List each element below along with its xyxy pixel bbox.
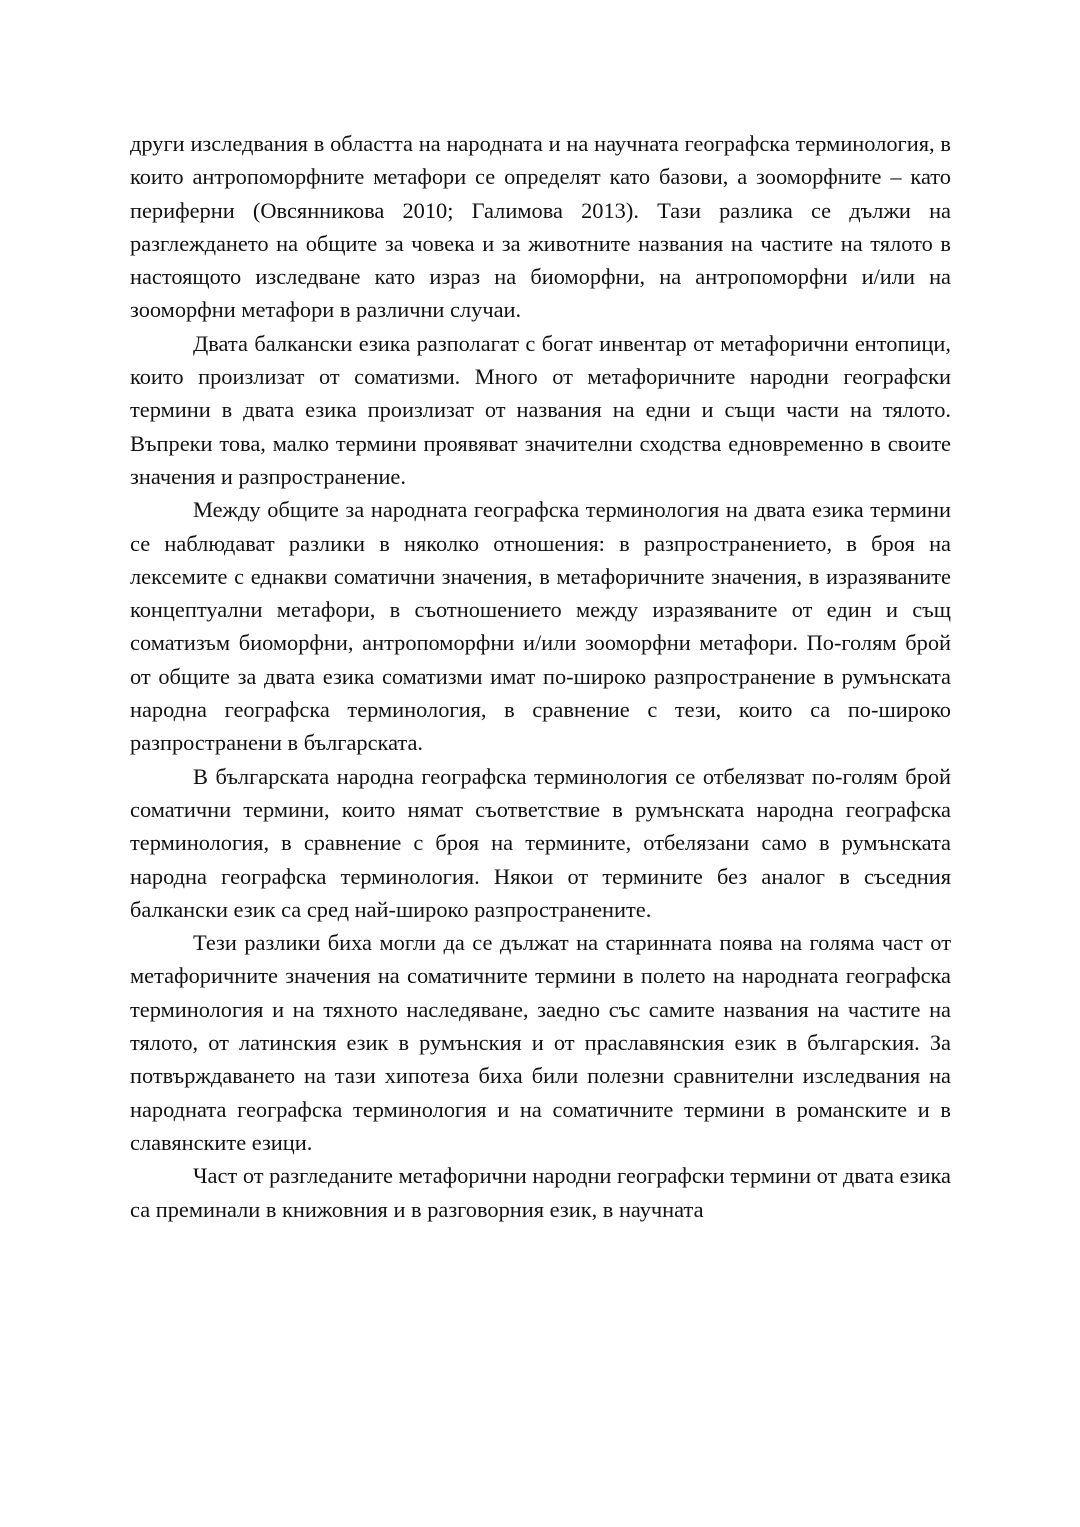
paragraph: Между общите за народната географска терминология на двата езика термини се наблюдават разлики в няколко отношения: в разпространението, в броя на лексемите с еднакви соматични значения, в метафоричните значения, в изразяваните концептуални метафори, в съотношението между изразяваните от един и същ соматизъм биоморфни, антропоморфни и/или зооморфни метафори. По-голям брой от общите за двата езика соматизми имат по-широко разпространение в румънската народна географска терминология, в сравнение с тези, които са по-широко разпространени в българската. [130, 497, 951, 756]
paragraph: Двата балкански езика разполагат с богат инвентар от метафорични ентопици, които произлизат от соматизми. Много от метафоричните народни географски термини в двата езика произлизат от названия на едни и същи части на тялото. Въпреки това, малко термини проявяват значителни сходства едновременно в своите значения и разпространение. [130, 330, 951, 489]
paragraph: В българската народна географска терминология се отбелязват по-голям брой соматични термини, които нямат съответствие в румънската народна географска терминология, в сравнение с броя на термините, отбелязани само в румънската народна географска терминология. Някои от термините без аналог в съседния балкански език са сред най-широко разпространените. [130, 763, 951, 922]
paragraph: Тези разлики биха могли да се дължат на старинната поява на голяма част от метафоричните значения на соматичните термини в полето на народната географска терминология и на тяхното наследяване, заедно със самите названия на частите на тялото, от латинския език в румънския и от праславянския език в българския. За потвърждаването на тази хипотеза биха били полезни сравнителни изследвания на народната географска терминология и на соматичните термини в романските и в славянските езици. [130, 930, 951, 1155]
document-page [130, 127, 951, 1226]
paragraph-continuation: други изследвания в областта на народната и на научната географска терминология, в които антропоморфните метафори се определят като базови, а зооморфните – като периферни (Овсянникова 2010; Галимова 2013). Тази разлика се дължи на разглеждането на общите за човека и за животните названия на частите на тялото в настоящото изследване като израз на биоморфни, на антропоморфни и/или на зооморфни метафори в различни случаи. [130, 131, 951, 323]
paragraph: Част от разгледаните метафорични народни географски термини от двата езика са преминали в книжовния и в разговорния език, в научната [130, 1163, 951, 1222]
